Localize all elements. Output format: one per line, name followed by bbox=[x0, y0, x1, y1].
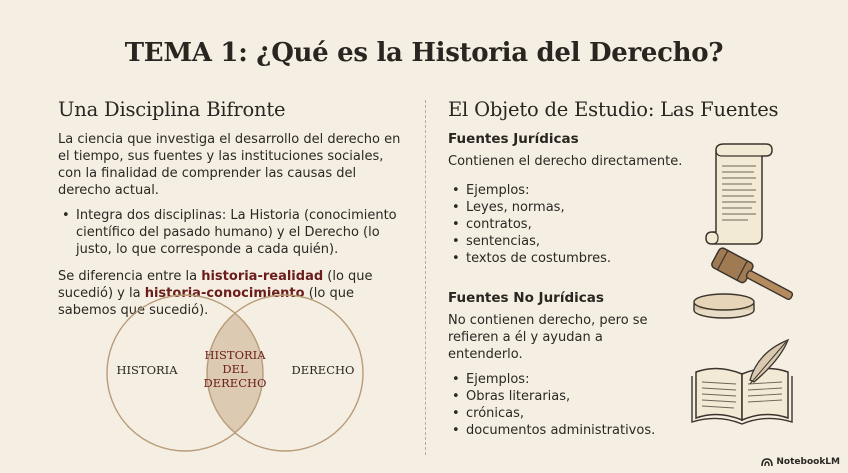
brand-label: NotebookLM bbox=[776, 457, 840, 467]
list-item: • crónicas, bbox=[448, 405, 798, 422]
list-item: • textos de costumbres. bbox=[448, 250, 798, 267]
venn-label-derecho: DERECHO bbox=[291, 363, 355, 377]
list-item: • Leyes, normas, bbox=[448, 199, 798, 216]
left-heading: Una Disciplina Bifronte bbox=[58, 98, 286, 121]
venn-label-historia: HISTORIA bbox=[116, 363, 178, 377]
definition-paragraph: La ciencia que investiga el desarrollo del derecho en el tiempo, sus fuentes y las instituciones sociales, con la finalidad de comprender las causas del derecho actual. bbox=[58, 132, 401, 198]
fuentes-no-juridicas-desc: No contienen derecho, pero se refieren a él y ayudan a entenderlo. bbox=[448, 313, 648, 362]
venn-diagram bbox=[105, 293, 365, 453]
diff-text-2: (lo que sucedió) y la bbox=[58, 269, 373, 301]
diff-text-1: Se diferencia entre la bbox=[58, 269, 202, 284]
open-book-quill-icon bbox=[688, 336, 800, 428]
highlight-historia-realidad: historia-realidad bbox=[201, 269, 324, 284]
diff-text-3: (lo que sabemos que sucedió). bbox=[58, 286, 354, 318]
fuentes-juridicas-desc: Contienen el derecho directamente. bbox=[448, 154, 683, 169]
list-item: • Integra dos disciplinas: La Historia (conocimiento científico del pasado humano) y el Derecho (lo justo, lo que corresponde a cada quién). bbox=[58, 207, 410, 258]
notebooklm-brand bbox=[761, 457, 840, 467]
highlight-historia-conocimiento: historia-conocimiento bbox=[144, 286, 305, 301]
venn-label-center bbox=[185, 348, 285, 390]
column-divider bbox=[425, 100, 426, 455]
list-item: • documentos administrativos. bbox=[448, 422, 798, 439]
venn-center-line-1: HISTORIA bbox=[204, 348, 266, 362]
venn-center-line-2: DEL bbox=[222, 362, 248, 376]
left-column bbox=[58, 98, 410, 319]
notebooklm-logo-icon bbox=[761, 457, 773, 467]
list-item: • Obras literarias, bbox=[448, 388, 798, 405]
gavel-icon bbox=[690, 244, 802, 324]
list-item: • contratos, bbox=[448, 216, 798, 233]
list-item: • Ejemplos: bbox=[448, 182, 798, 199]
scroll-icon bbox=[702, 140, 776, 252]
list-item: • Ejemplos: bbox=[448, 371, 798, 388]
fuentes-juridicas-heading: Fuentes Jurídicas bbox=[448, 131, 579, 147]
fuentes-no-juridicas-heading: Fuentes No Jurídicas bbox=[448, 290, 604, 306]
page-title: TEMA 1: ¿Qué es la Historia del Derecho? bbox=[124, 38, 724, 68]
list-item: • sentencias, bbox=[448, 233, 798, 250]
right-heading: El Objeto de Estudio: Las Fuentes bbox=[448, 98, 779, 121]
discipline-bullets bbox=[58, 207, 410, 258]
venn-center-line-3: DERECHO bbox=[203, 376, 267, 390]
